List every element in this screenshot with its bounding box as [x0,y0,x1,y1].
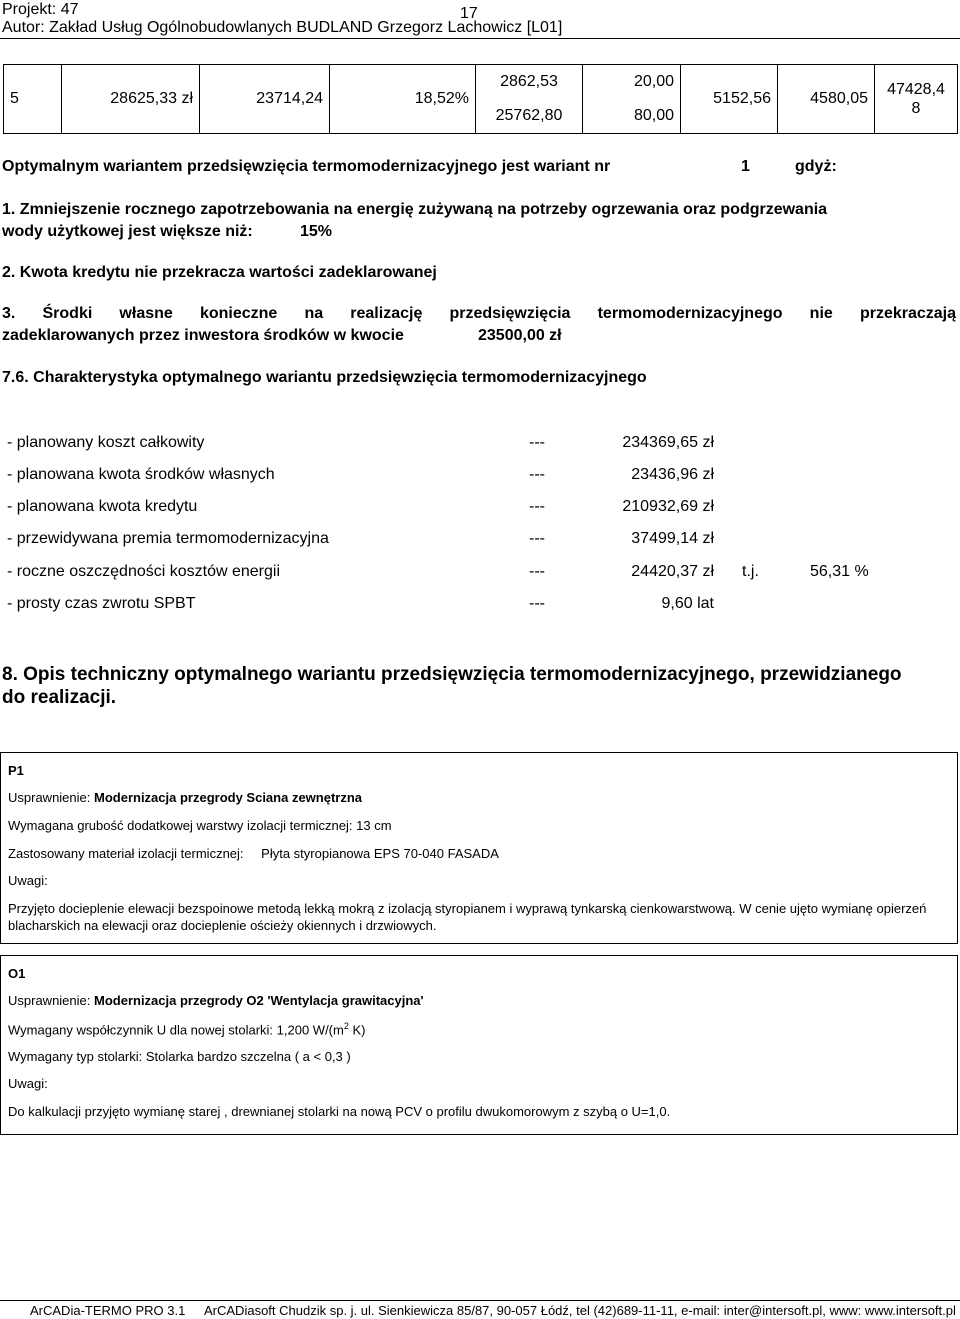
thickness-row: Wymagana grubość dodatkowej warstwy izolacji termicznej: 13 cm [8,818,392,833]
cell-value-8-line2: 8 [911,100,921,117]
measure-id: P1 [8,763,24,778]
item-value: 24420,37 zł [631,563,714,580]
window-type-row: Wymagany typ stolarki: Stolarka bardzo szczelna ( a < 0,3 ) [8,1049,351,1064]
item-dash: --- [529,563,545,580]
cell-savings: 23714,24 [200,65,330,134]
project-label: Projekt: 47 [2,1,79,18]
item-value: 37499,14 zł [631,530,714,547]
reason-2: 2. Kwota kredytu nie przekracza wartości zadeklarowanej [2,264,437,281]
author-label: Autor: Zakład Usług Ogólnobudowlanych BUDLAND Grzegorz Lachowicz [L01] [2,19,563,36]
list-item [7,563,907,585]
improvement-value: Modernizacja przegrody Sciana zewnętrzna [94,790,363,805]
list-item [7,530,714,552]
measure-box-o1 [0,955,958,1135]
footer-company: ArCADiasoft Chudzik sp. j. ul. Sienkiewicza 85/87, 90-057 Łódź, tel (42)689-11-11, e-mail: inter@intersoft.pl, www: www.intersoft.pl [204,1303,956,1318]
notes-label: Uwagi: [8,873,48,888]
cell-stacked-a-bottom: 25762,80 [495,107,563,124]
item-value: 9,60 lat [661,595,714,612]
cell-stacked-b [583,65,681,134]
cell-value-8-line1: 47428,4 [887,81,945,98]
section-7-6-title: 7.6. Charakterystyka optymalnego wariantu przedsięwzięcia termomodernizacyjnego [2,369,647,386]
item-dash: --- [529,498,545,515]
cell-stacked-a [476,65,583,134]
notes-text: Przyjęto docieplenie elewacji bezspoinowe metodą lekką mokrą z izolacją styropianem i wyprawą tynkarską cienkowarstwową. W cenie ujęto wymianę opierzeń blacharskich na elewacji oraz docieplenie ościeży okiennych i drzwiowych. [8,901,927,933]
u-coefficient-unit: K) [348,1022,366,1038]
item-dash: --- [529,595,545,612]
variant-table [3,64,958,134]
cell-stacked-b-top: 20,00 [633,73,674,90]
improvement-label: Usprawnienie: [8,790,91,805]
notes-label: Uwagi: [8,1076,48,1091]
improvement-row [8,790,362,805]
item-extra-tj: t.j. [742,563,759,580]
item-label: - planowana kwota środków własnych [7,466,275,483]
reason-1-line-1: 1. Zmniejszenie rocznego zapotrzebowania na energię zużywaną na potrzeby ogrzewania oraz podgrzewania [2,201,828,218]
item-extra-percent: 56,31 % [810,563,869,580]
u-coefficient-row [8,1021,365,1037]
notes-text: Do kalkulacji przyjęto wymianę starej , drewnianej stolarki na nową PCV o profilu dwukomorowym z szybą o U=1,0. [8,1104,671,1119]
optimal-variant-number: 1 [741,158,750,175]
footer-rule [0,1300,960,1301]
item-dash: --- [529,434,545,451]
improvement-value: Modernizacja przegrody O2 'Wentylacja grawitacyjna' [94,993,424,1008]
item-label: - planowana kwota kredytu [7,498,198,515]
cell-cost: 28625,33 zł [62,65,200,134]
footer-program: ArCADia-TERMO PRO 3.1 [30,1303,186,1318]
measure-box-p1 [0,752,958,944]
cell-value-6: 5152,56 [681,65,778,134]
cell-value-7: 4580,05 [778,65,875,134]
item-dash: --- [529,530,545,547]
reason-1-line-2: wody użytkowej jest większe niż: [2,223,253,240]
list-item [7,434,714,456]
material-value: Płyta styropianowa EPS 70-040 FASADA [261,846,499,861]
item-value: 23436,96 zł [631,466,714,483]
improvement-row [8,993,424,1008]
item-dash: --- [529,466,545,483]
item-label: - prosty czas zwrotu SPBT [7,595,196,612]
section-8-title-line-1: 8. Opis techniczny optymalnego wariantu przedsięwzięcia termomodernizacyjnego, przewidzianego [2,664,902,685]
reason-1-value: 15% [300,223,333,240]
improvement-label: Usprawnienie: [8,993,91,1008]
item-label: - planowany koszt całkowity [7,434,205,451]
material-row [8,846,499,861]
page-number: 17 [460,5,478,22]
cell-stacked-a-top: 2862,53 [500,73,558,90]
optimal-intro: Optymalnym wariantem przedsięwzięcia termomodernizacyjnego jest wariant nr [2,158,611,175]
reason-3-value: 23500,00 zł [478,327,562,344]
cell-nr: 5 [4,65,62,134]
reason-3-line-1: 3. Środki własne konieczne na realizację przedsięwzięcia termomodernizacyjnego nie przekraczają [2,305,956,322]
cell-stacked-b-bottom: 80,00 [633,107,674,124]
cell-value-8 [875,65,958,134]
cell-percent: 18,52% [330,65,476,134]
item-value: 210932,69 zł [622,498,714,515]
item-value: 234369,65 zł [622,434,714,451]
list-item [7,595,714,617]
list-item [7,498,714,520]
optimal-because: gdyż: [795,158,837,175]
table-row [4,65,958,134]
reason-3-line-2: zadeklarowanych przez inwestora środków w kwocie [2,327,404,344]
section-8-title-line-2: do realizacji. [2,687,117,708]
u-coefficient-sup: 2 [343,1021,349,1031]
material-label: Zastosowany materiał izolacji termicznej: [8,846,244,861]
list-item [7,466,714,488]
u-coefficient-text: Wymagany współczynnik U dla nowej stolarki: 1,200 W/(m [8,1022,344,1038]
header-rule [0,38,960,39]
measure-id: O1 [8,966,26,981]
item-label: - przewidywana premia termomodernizacyjna [7,530,329,547]
item-label: - roczne oszczędności kosztów energii [7,563,281,580]
